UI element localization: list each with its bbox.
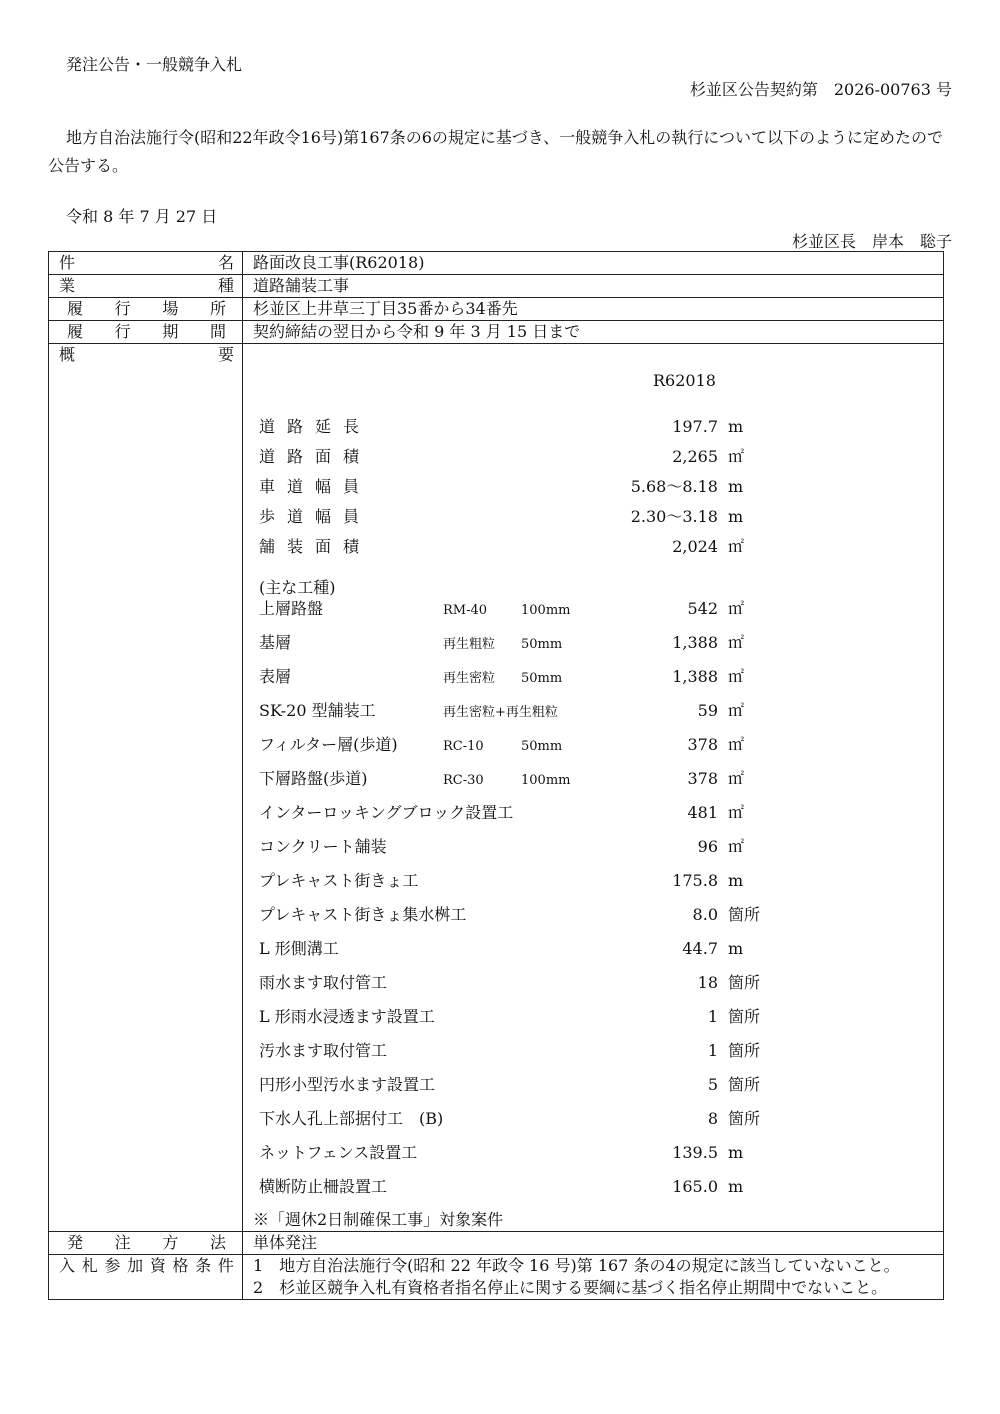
item-value: 175.8 <box>672 871 718 890</box>
item-label: プレキャスト街きょ集水桝工 <box>259 905 467 924</box>
label-char: 行 <box>114 322 131 341</box>
row-place <box>49 298 944 321</box>
label-char: 要 <box>217 345 234 364</box>
item-unit: m <box>728 1177 744 1196</box>
value-place: 杉並区上井草三丁目35番から34番先 <box>243 298 944 321</box>
summary-unit: ㎡ <box>728 537 745 556</box>
item-value: 44.7 <box>682 939 718 958</box>
item-label: 下層路盤(歩道) <box>259 769 368 788</box>
item-label: L 形側溝工 <box>259 939 339 958</box>
value-period: 契約締結の翌日から令和 9 年 3 月 15 日まで <box>243 321 944 344</box>
label-char: 方 <box>162 1233 179 1252</box>
item-unit: 箇所 <box>728 1007 761 1026</box>
item-spec-2: 50mm <box>521 739 563 754</box>
label-char: 法 <box>209 1233 226 1252</box>
item-value: 8.0 <box>692 905 718 924</box>
work-types-heading: (主な工種) <box>259 578 336 597</box>
label-char: 所 <box>209 299 226 318</box>
label-char: 格 <box>172 1256 189 1275</box>
item-spec-2: 50mm <box>521 671 563 686</box>
label-char: 発 <box>67 1233 84 1252</box>
label-char: 件 <box>59 253 76 272</box>
item-unit: ㎡ <box>728 769 745 788</box>
item-unit: 箇所 <box>728 1109 761 1128</box>
label-overview <box>49 344 243 1232</box>
item-unit: m <box>728 939 744 958</box>
label-char: 種 <box>217 276 234 295</box>
notice-type: 発注公告・一般競争入札 <box>66 55 243 74</box>
item-spec-1: 再生密粒+再生粗粒 <box>443 705 558 720</box>
item-unit: 箇所 <box>728 1041 761 1060</box>
item-label: 横断防止柵設置工 <box>259 1177 388 1196</box>
label-char: 入 <box>59 1256 76 1275</box>
label-char: 札 <box>81 1256 98 1275</box>
item-value: 139.5 <box>672 1143 718 1162</box>
label-period <box>49 321 243 344</box>
item-label: SK-20 型舗装工 <box>259 701 376 720</box>
summary-value: 2,024 <box>672 537 718 556</box>
label-char: 期 <box>162 322 179 341</box>
summary-value: 2,265 <box>672 447 718 466</box>
mayor-signature: 杉並区長 岸本 聡子 <box>791 232 952 251</box>
item-unit: m <box>728 1143 744 1162</box>
summary-unit: ㎡ <box>728 447 745 466</box>
label-char: 履 <box>67 299 84 318</box>
item-label: 円形小型汚水ます設置工 <box>259 1075 436 1094</box>
label-char: 間 <box>209 322 226 341</box>
label-place <box>49 298 243 321</box>
item-unit: 箇所 <box>728 905 761 924</box>
item-label: 下水人孔上部据付工 (B) <box>259 1109 444 1128</box>
item-unit: m <box>728 871 744 890</box>
item-unit: ㎡ <box>728 701 745 720</box>
item-spec-1: RM-40 <box>443 603 488 618</box>
value-qualifications <box>243 1255 944 1300</box>
item-value: 165.0 <box>672 1177 718 1196</box>
label-char: 行 <box>114 299 131 318</box>
value-project-name: 路面改良工事(R62018) <box>243 252 944 275</box>
label-char: 資 <box>149 1256 166 1275</box>
overview-note: ※「週休2日制確保工事」対象案件 <box>253 1210 504 1229</box>
item-label: プレキャスト街きょ工 <box>259 871 419 890</box>
label-industry <box>49 275 243 298</box>
item-value: 5 <box>707 1075 718 1094</box>
summary-unit: m <box>728 417 744 436</box>
label-method <box>49 1232 243 1255</box>
item-value: 18 <box>697 973 718 992</box>
summary-label: 道路延長 <box>259 417 372 436</box>
item-value: 1,388 <box>672 667 718 686</box>
item-unit: ㎡ <box>728 633 745 652</box>
item-spec-2: 50mm <box>521 637 563 652</box>
summary-unit: m <box>728 477 744 496</box>
item-value: 378 <box>687 769 718 788</box>
item-value: 378 <box>687 735 718 754</box>
item-label: インターロッキングブロック設置工 <box>259 803 514 822</box>
item-unit: ㎡ <box>728 735 745 754</box>
row-industry <box>49 275 944 298</box>
row-method <box>49 1232 944 1255</box>
item-spec-2: 100mm <box>521 603 571 618</box>
label-char: 条 <box>195 1256 212 1275</box>
item-label: 表層 <box>259 667 292 686</box>
intro-paragraph: 地方自治法施行令(昭和22年政令16号)第167条の6の規定に基づき、一般競争入札の執行について以下のように定めたので公告する。 <box>48 128 943 175</box>
item-value: 481 <box>687 803 718 822</box>
notice-number: 杉並区公告契約第 2026-00763 号 <box>689 80 952 99</box>
item-spec-1: 再生粗粒 <box>443 637 496 652</box>
summary-value: 5.68～8.18 <box>630 477 718 496</box>
item-unit: ㎡ <box>728 837 745 856</box>
item-spec-1: RC-30 <box>443 773 484 788</box>
item-unit: ㎡ <box>728 803 745 822</box>
item-spec-2: 100mm <box>521 773 571 788</box>
bid-details-table <box>48 251 944 1300</box>
item-label: ネットフェンス設置工 <box>259 1143 418 1162</box>
summary-label: 歩道幅員 <box>259 507 372 526</box>
item-label: L 形雨水浸透ます設置工 <box>259 1007 435 1026</box>
summary-value: 2.30～3.18 <box>630 507 718 526</box>
item-value: 1 <box>707 1041 718 1060</box>
value-industry: 道路舗装工事 <box>243 275 944 298</box>
label-char: 業 <box>59 276 76 295</box>
item-label: 上層路盤 <box>259 599 324 618</box>
summary-label: 道路面積 <box>259 447 372 466</box>
item-spec-1: RC-10 <box>443 739 484 754</box>
value-method: 単体発注 <box>243 1232 944 1255</box>
item-label: 汚水ます取付管工 <box>259 1041 388 1060</box>
overview-code: R62018 <box>653 371 716 390</box>
label-char: 注 <box>114 1233 131 1252</box>
label-char: 参 <box>104 1256 121 1275</box>
item-label: 雨水ます取付管工 <box>259 973 388 992</box>
label-qualifications <box>49 1255 243 1300</box>
overview-content <box>253 344 933 1231</box>
value-overview <box>243 344 944 1232</box>
summary-value: 197.7 <box>672 417 718 436</box>
item-unit: 箇所 <box>728 973 761 992</box>
label-project-name <box>49 252 243 275</box>
item-label: コンクリート舗装 <box>259 837 387 856</box>
summary-label: 車道幅員 <box>259 477 372 496</box>
qualification-2: 2 杉並区競争入札有資格者指名停止に関する要綱に基づく指名停止期間中でないこと。 <box>253 1278 888 1297</box>
item-unit: ㎡ <box>728 667 745 686</box>
label-char: 名 <box>217 253 234 272</box>
item-unit: 箇所 <box>728 1075 761 1094</box>
item-value: 8 <box>707 1109 718 1128</box>
item-label: フィルター層(歩道) <box>259 735 398 754</box>
item-value: 1,388 <box>672 633 718 652</box>
row-project-name <box>49 252 944 275</box>
label-char: 履 <box>67 322 84 341</box>
label-char: 件 <box>217 1256 234 1275</box>
item-value: 96 <box>697 837 718 856</box>
item-value: 542 <box>687 599 718 618</box>
item-unit: ㎡ <box>728 599 745 618</box>
row-period <box>49 321 944 344</box>
summary-unit: m <box>728 507 744 526</box>
item-label: 基層 <box>259 633 292 652</box>
item-value: 1 <box>707 1007 718 1026</box>
row-qualifications <box>49 1255 944 1300</box>
qualification-1: 1 地方自治法施行令(昭和 22 年政令 16 号)第 167 条の4の規定に該当していないこと。 <box>253 1256 900 1275</box>
item-value: 59 <box>697 701 718 720</box>
item-spec-1: 再生密粒 <box>443 671 496 686</box>
summary-label: 舗装面積 <box>259 537 372 556</box>
notice-date: 令和 8 年 7 月 27 日 <box>66 207 218 226</box>
label-char: 場 <box>162 299 179 318</box>
row-overview <box>49 344 944 1232</box>
label-char: 加 <box>127 1256 144 1275</box>
label-char: 概 <box>59 345 76 364</box>
